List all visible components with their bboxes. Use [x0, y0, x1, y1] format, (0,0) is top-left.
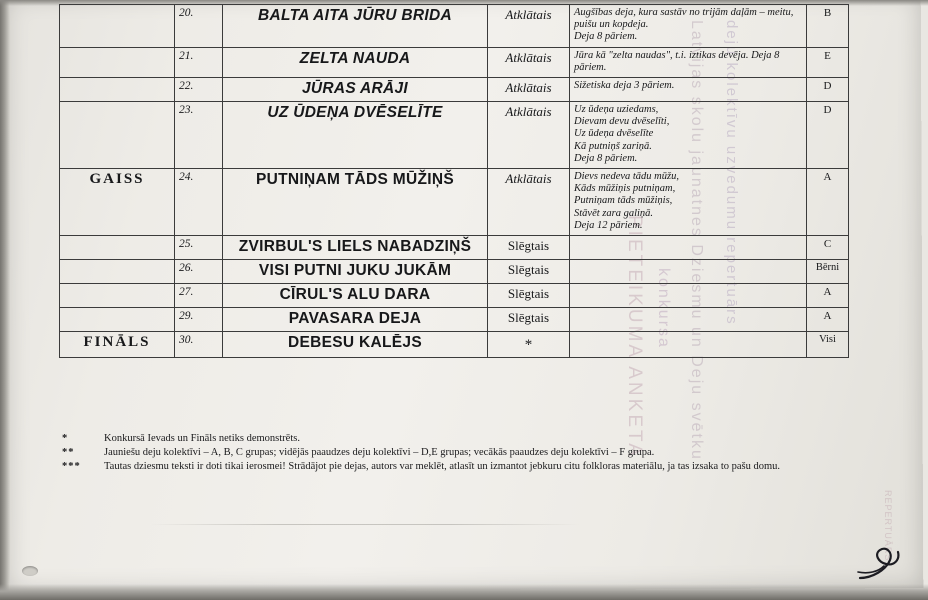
row-description — [570, 236, 807, 260]
row-number: 21. — [175, 47, 223, 77]
table-row — [60, 78, 849, 102]
table-row — [60, 332, 849, 358]
row-description — [570, 308, 807, 332]
watermark-text-4: konkursa — [655, 268, 672, 349]
footnote-marker: ** — [62, 447, 75, 458]
repertoire-table — [59, 4, 849, 358]
footnote-text: Tautas dziesmu teksti ir doti tikai ierosmei! Strādājot pie dejas, autors var meklēt, atlasīt un izmantot jebkuru citu folkloras materiālu, ja tas izsaka to pašu domu. — [104, 461, 781, 472]
row-group-code: C — [807, 236, 849, 260]
row-description: Uz ūdeņa uziedams, Dievam devu dvēselīti, Uz ūdeņa dvēselīte Kā putniņš zariņā. Deja 8 pāriem. — [570, 102, 807, 169]
row-group-label — [60, 47, 175, 77]
row-group-label — [60, 236, 175, 260]
table-row — [60, 5, 849, 48]
row-description: Sižetiska deja 3 pāriem. — [570, 78, 807, 102]
footnote-row — [62, 460, 862, 474]
row-status: Slēgtais — [488, 236, 570, 260]
row-number: 25. — [175, 236, 223, 260]
row-group-code: A — [807, 308, 849, 332]
row-group-label — [60, 308, 175, 332]
row-dance-title: JŪRAS ARĀJI — [223, 78, 488, 102]
table-row — [60, 308, 849, 332]
scan-edge-bottom — [0, 584, 928, 600]
row-dance-title: UZ ŪDEŅA DVĒSELĪTE — [223, 102, 488, 169]
row-dance-title: VISI PUTNI JUKU JUKĀM — [223, 260, 488, 284]
row-description: Augšības deja, kura sastāv no trijām daļām – meitu, puišu un kopdeja. Deja 8 pāriem. — [570, 5, 807, 48]
footnote-text: Konkursā Ievads un Fināls netiks demonstrēts. — [104, 433, 300, 444]
row-group-code: D — [807, 102, 849, 169]
row-dance-title: CĪRUL'S ALU DARA — [223, 284, 488, 308]
watermark-text-1: Latvijas skolu jaunatnes Dziesmu un Deju svētku — [688, 20, 705, 461]
table-row — [60, 260, 849, 284]
row-number: 23. — [175, 102, 223, 169]
scan-edge-left — [0, 0, 10, 600]
watermark-text-5: REPERTUĀRS — [883, 490, 893, 562]
table-row — [60, 284, 849, 308]
row-description: Jūra kā "zelta naudas", t.i. iztikas devēja. Deja 8 pāriem. — [570, 47, 807, 77]
row-status: Slēgtais — [488, 284, 570, 308]
row-group-label — [60, 260, 175, 284]
punch-hole — [22, 566, 38, 576]
row-dance-title: ZELTA NAUDA — [223, 47, 488, 77]
row-group-code: E — [807, 47, 849, 77]
row-status: Slēgtais — [488, 308, 570, 332]
row-dance-title: BALTA AITA JŪRU BRIDA — [223, 5, 488, 48]
row-number: 27. — [175, 284, 223, 308]
row-group-label: GAISS — [60, 169, 175, 236]
row-group-label — [60, 5, 175, 48]
row-dance-title: PUTNIŅAM TĀDS MŪŽIŅŠ — [223, 169, 488, 236]
footnotes — [62, 432, 862, 474]
footnote-row — [62, 446, 862, 460]
row-group-code: A — [807, 284, 849, 308]
row-number: 30. — [175, 332, 223, 358]
row-status: * — [488, 332, 570, 358]
row-group-code: Bērni — [807, 260, 849, 284]
row-dance-title: PAVASARA DEJA — [223, 308, 488, 332]
row-group-code: Visi — [807, 332, 849, 358]
row-status: Atklātais — [488, 102, 570, 169]
row-dance-title: DEBESU KALĒJS — [223, 332, 488, 358]
row-status: Atklātais — [488, 47, 570, 77]
row-number: 26. — [175, 260, 223, 284]
row-number: 24. — [175, 169, 223, 236]
row-status: Slēgtais — [488, 260, 570, 284]
row-description — [570, 332, 807, 358]
table-row — [60, 102, 849, 169]
row-group-label — [60, 102, 175, 169]
row-description — [570, 260, 807, 284]
footnote-row — [62, 432, 862, 446]
row-group-label: FINĀLS — [60, 332, 175, 358]
handwritten-signature-doodle — [852, 538, 904, 584]
row-status: Atklātais — [488, 169, 570, 236]
row-description — [570, 284, 807, 308]
watermark-text-2: deju kolektīvu uzvedumu repertuārs — [723, 20, 740, 326]
watermark-text-3: PIETEIKUMA ANKETA — [624, 215, 645, 459]
table-body — [60, 5, 849, 358]
footnote-text: Jauniešu deju kolektīvi – A, B, C grupas; vidējās paaudzes deju kolektīvi – D,E grupas; vecākās paaudzes deju kolektīvi – F grupa. — [104, 447, 655, 458]
row-status: Atklātais — [488, 5, 570, 48]
footnote-marker: * — [62, 433, 69, 444]
row-description: Dievs nedeva tādu mūžu, Kāds mūžiņis putniņam, Putniņam tāds mūžiņis, Stāvēt zara galiņā. Deja 12 pāriem. — [570, 169, 807, 236]
table-row — [60, 47, 849, 77]
row-status: Atklātais — [488, 78, 570, 102]
table-row — [60, 169, 849, 236]
footnote-marker: *** — [62, 461, 81, 472]
row-number: 20. — [175, 5, 223, 48]
row-dance-title: ZVIRBUL'S LIELS NABADZIŅŠ — [223, 236, 488, 260]
row-group-code: D — [807, 78, 849, 102]
row-group-label — [60, 78, 175, 102]
table-row — [60, 236, 849, 260]
row-group-code: B — [807, 5, 849, 48]
row-number: 29. — [175, 308, 223, 332]
paper-crease — [150, 524, 580, 525]
row-group-code: A — [807, 169, 849, 236]
row-number: 22. — [175, 78, 223, 102]
row-group-label — [60, 284, 175, 308]
